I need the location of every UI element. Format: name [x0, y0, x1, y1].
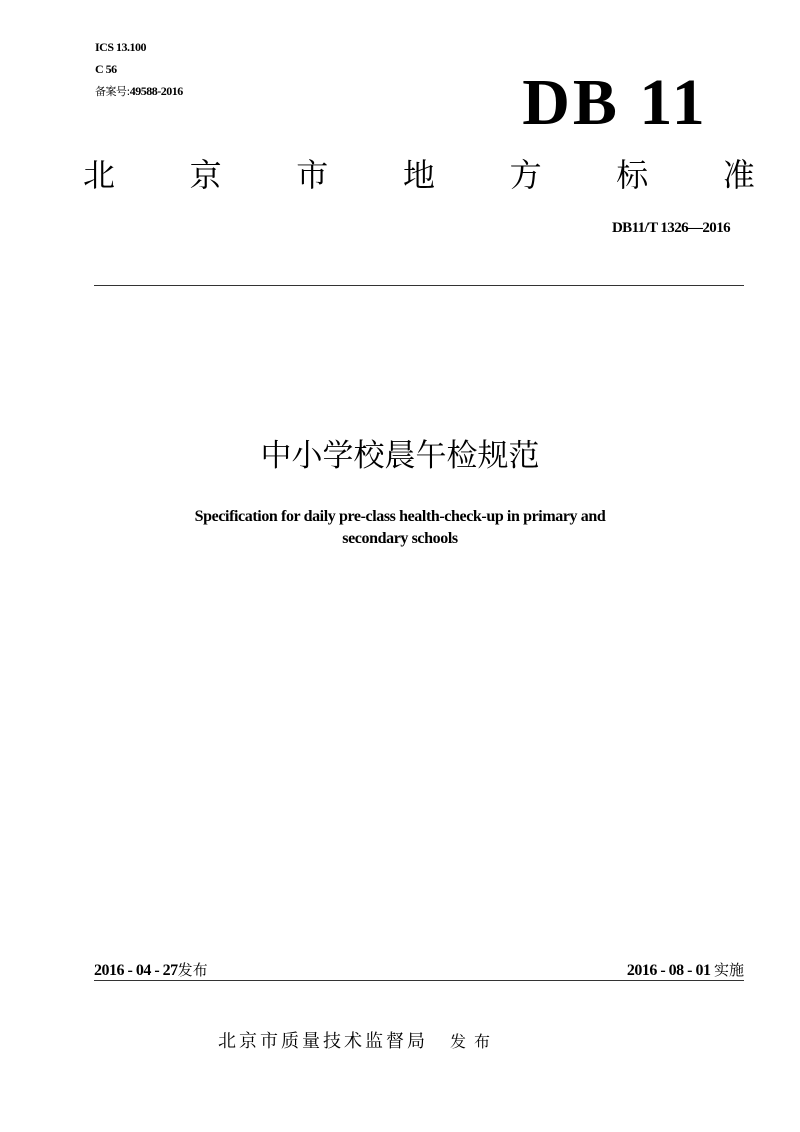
standard-type-char: 方	[509, 156, 542, 194]
standard-type-char: 准	[722, 156, 755, 194]
issue-date	[94, 960, 208, 981]
standard-number: DB11/T 1326—2016	[611, 220, 730, 236]
record-value: 49588-2016	[129, 84, 183, 98]
ccs-code: C 56	[95, 62, 117, 76]
implementation-date-value: 2016 - 08 - 01	[626, 962, 711, 979]
standard-type-char: 北	[82, 156, 115, 194]
implementation-date	[627, 960, 744, 981]
standard-type-char: 标	[616, 156, 649, 194]
title-english-line: secondary schools	[342, 530, 458, 547]
ics-code: ICS 13.100	[95, 40, 147, 54]
title-english	[100, 506, 700, 550]
top-divider	[94, 285, 744, 286]
title-english-line: Specification for daily pre-class health-check-up in primary and	[194, 508, 606, 525]
standard-type-char: 地	[402, 156, 435, 194]
title-chinese: 中小学校晨午检规范	[260, 438, 540, 474]
standard-type-char: 市	[296, 156, 329, 194]
record-label: 备案号:	[95, 85, 130, 98]
standard-type	[74, 155, 764, 195]
issuer	[218, 1030, 498, 1054]
implementation-date-suffix: 实施	[713, 961, 744, 979]
db-logo: DB 11	[522, 66, 708, 139]
issuer-name: 北京市质量技术监督局	[218, 1031, 428, 1052]
bottom-divider	[94, 980, 744, 981]
standard-type-char: 京	[189, 156, 222, 194]
issue-date-value: 2016 - 04 - 27	[94, 962, 178, 979]
issue-date-suffix: 发布	[177, 961, 208, 979]
record-number	[95, 84, 183, 99]
issuer-action: 发布	[450, 1032, 499, 1051]
